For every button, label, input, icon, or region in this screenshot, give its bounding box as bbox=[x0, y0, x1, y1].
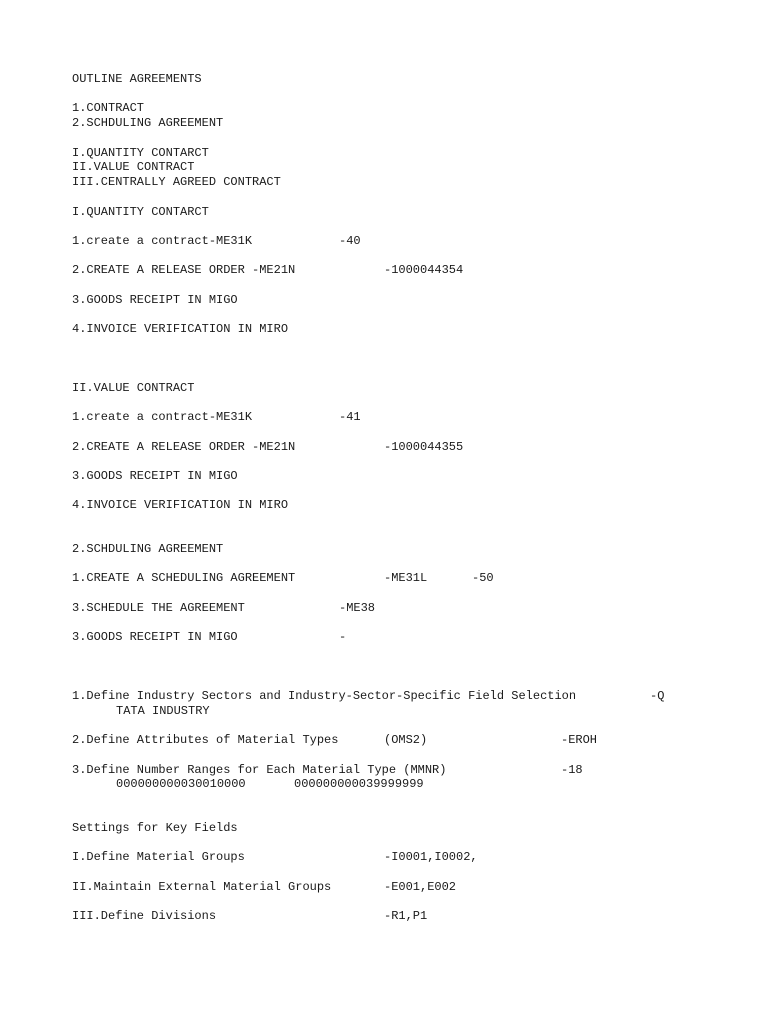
section-heading: II.VALUE CONTRACT bbox=[72, 381, 195, 395]
step-label: 2.CREATE A RELEASE ORDER -ME21N bbox=[72, 263, 296, 277]
step-value: - bbox=[339, 630, 347, 644]
step-label: 1.CREATE A SCHEDULING AGREEMENT bbox=[72, 571, 296, 585]
step-value: -40 bbox=[339, 234, 361, 248]
config-code: (OMS2) bbox=[384, 733, 428, 747]
config-label: 2.Define Attributes of Material Types bbox=[72, 733, 339, 747]
config-label: 1.Define Industry Sectors and Industry-Sector-Specific Field Selection bbox=[72, 689, 577, 703]
config-value: -I0001,I0002, bbox=[384, 850, 478, 864]
heading-outline-agreements: OUTLINE AGREEMENTS bbox=[72, 72, 202, 86]
section-heading: Settings for Key Fields bbox=[72, 821, 238, 835]
step-label: 3.GOODS RECEIPT IN MIGO bbox=[72, 293, 238, 307]
config-value: -R1,P1 bbox=[384, 909, 428, 923]
text-line: I.QUANTITY CONTARCT bbox=[72, 146, 209, 160]
step-label: 4.INVOICE VERIFICATION IN MIRO bbox=[72, 322, 289, 336]
config-label: III.Define Divisions bbox=[72, 909, 217, 923]
step-value: -ME31L bbox=[384, 571, 428, 585]
section-heading: 2.SCHDULING AGREEMENT bbox=[72, 542, 224, 556]
step-label: 3.GOODS RECEIPT IN MIGO bbox=[72, 469, 238, 483]
section-heading: I.QUANTITY CONTARCT bbox=[72, 205, 209, 219]
step-value: -ME38 bbox=[339, 601, 376, 615]
step-label: 1.create a contract-ME31K bbox=[72, 410, 253, 424]
text-line: II.VALUE CONTRACT bbox=[72, 160, 195, 174]
step-label: 4.INVOICE VERIFICATION IN MIRO bbox=[72, 498, 289, 512]
config-value: -EROH bbox=[561, 733, 598, 747]
step-label: 1.create a contract-ME31K bbox=[72, 234, 253, 248]
config-label: 3.Define Number Ranges for Each Material Type (MMNR) bbox=[72, 763, 447, 777]
config-label: I.Define Material Groups bbox=[72, 850, 245, 864]
text-line: 2.SCHDULING AGREEMENT bbox=[72, 116, 224, 130]
text-line: III.CENTRALLY AGREED CONTRACT bbox=[72, 175, 281, 189]
step-value: -50 bbox=[472, 571, 494, 585]
step-value: -1000044354 bbox=[384, 263, 464, 277]
config-value: TATA INDUSTRY bbox=[116, 704, 210, 718]
number-range-to: 000000000039999999 bbox=[294, 777, 424, 791]
step-label: 3.GOODS RECEIPT IN MIGO bbox=[72, 630, 238, 644]
step-label: 3.SCHEDULE THE AGREEMENT bbox=[72, 601, 245, 615]
config-label: II.Maintain External Material Groups bbox=[72, 880, 332, 894]
number-range-from: 000000000030010000 bbox=[116, 777, 246, 791]
step-value: -1000044355 bbox=[384, 440, 464, 454]
step-label: 2.CREATE A RELEASE ORDER -ME21N bbox=[72, 440, 296, 454]
step-value: -41 bbox=[339, 410, 361, 424]
config-value: -E001,E002 bbox=[384, 880, 457, 894]
config-value: -Q bbox=[650, 689, 665, 703]
text-line: 1.CONTRACT bbox=[72, 101, 145, 115]
config-value: -18 bbox=[561, 763, 583, 777]
